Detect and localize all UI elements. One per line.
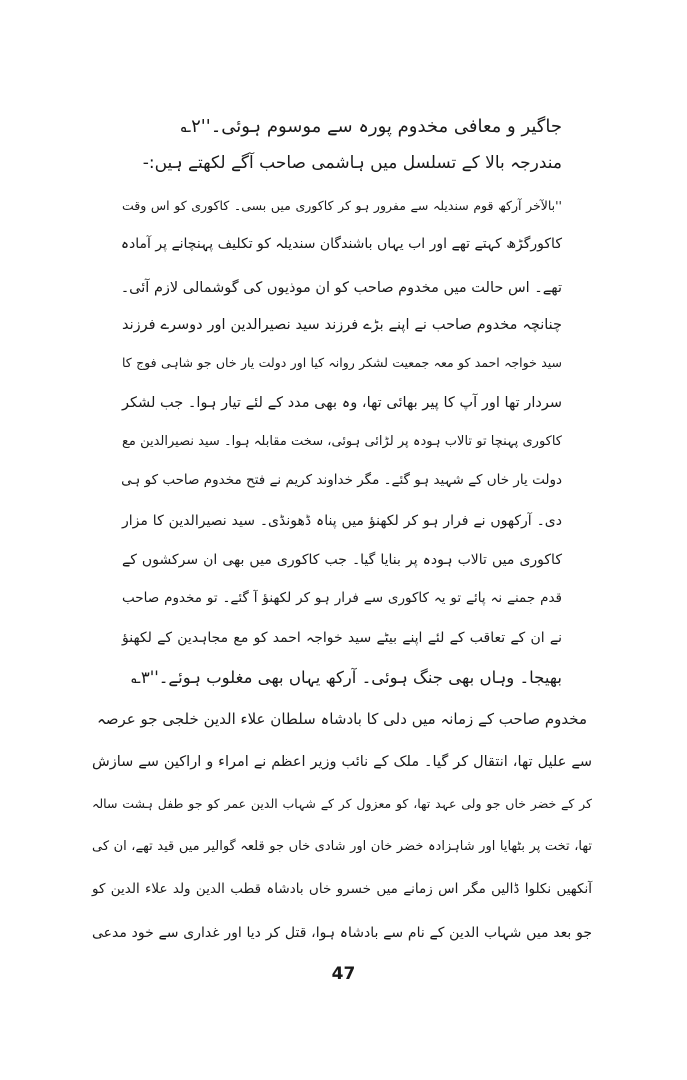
body-line-4: تھا، تخت پر بٹھایا اور شاہزادہ خضر خان اور شادی خاں جو قلعہ گوالیر میں قید تھے، ان کی bbox=[92, 839, 592, 854]
quote-line-2: کاکورگڑھ کہتے تھے اور اب یہاں باشندگان سندیلہ کو تکلیف پہنچانے پر آمادہ bbox=[120, 236, 562, 252]
quote-line-9: دی۔ آرکھوں نے فرار ہو کر لکھنؤ میں پناہ ڈھونڈی۔ سید نصیرالدین کا مزار bbox=[122, 513, 562, 529]
quote-line-12: نے ان کے تعاقب کے لئے اپنے بیٹے سید خواجہ احمد کو مع مجاہدین کے لکھنؤ bbox=[122, 630, 562, 646]
body-line-1: مخدوم صاحب کے زمانہ میں دلی کا بادشاہ سلطان علاء الدین خلجی جو عرصہ bbox=[97, 710, 587, 728]
text-line-2: مندرجہ بالا کے تسلسل میں ہاشمی صاحب آگے لکھتے ہیں:- bbox=[142, 153, 562, 173]
quote-line-1: ''بالآخر آرکھ قوم سندیلہ سے مفرور ہو کر کاکوری میں بسی۔ کاکوری کو اس وقت bbox=[122, 198, 562, 213]
quote-line-4: چنانچہ مخدوم صاحب نے اپنے بڑے فرزند سید نصیرالدین اور دوسرے فرزند bbox=[122, 317, 562, 333]
body-line-3: کر کے خضر خاں جو ولی عہد تھا، کو معزول کر کے شہاب الدین عمر کو جو طفل ہشت سالہ bbox=[92, 796, 592, 811]
body-line-6: جو بعد میں شہاب الدین کے نام سے بادشاہ ہوا، قتل کر دیا اور غداری سے خود مدعی bbox=[92, 925, 592, 941]
quote-line-13: بھیجا۔ وہاں بھی جنگ ہوئی۔ آرکھ یہاں بھی مغلوب ہوئے۔''۳؎ bbox=[131, 668, 562, 687]
body-line-2: سے علیل تھا، انتقال کر گیا۔ ملک کے نائب وزیر اعظم نے امراء و اراکین سے سازش bbox=[92, 754, 592, 770]
quote-line-10: کاکوری میں تالاب ہودہ پر بنایا گیا۔ جب کاکوری میں بھی ان سرکشوں کے bbox=[122, 552, 562, 568]
quote-line-3: تھے۔ اس حالت میں مخدوم صاحب کو ان موذیوں کی گوشمالی لازم آئی۔ bbox=[120, 280, 562, 296]
quote-line-11: قدم جمنے نہ پائے تو یہ کاکوری سے فرار ہو کر لکھنؤ آ گئے۔ تو مخدوم صاحب bbox=[122, 590, 562, 606]
quote-line-6: سردار تھا اور آپ کا پیر بھائی تھا، وہ بھی مدد کے لئے تیار ہوا۔ جب لشکر bbox=[122, 395, 562, 411]
quote-line-8: دولت یار خاں کے شہید ہو گئے۔ مگر خداوند کریم نے فتح مخدوم صاحب کو ہی bbox=[121, 472, 562, 488]
quote-line-5: سید خواجہ احمد کو معہ جمعیت لشکر روانہ کیا اور دولت یار خاں جو شاہی فوج کا bbox=[122, 355, 562, 370]
text-line-1: جاگیر و معافی مخدوم پورہ سے موسوم ہوئی۔''۲؎ bbox=[180, 116, 562, 137]
page-number: 47 bbox=[331, 964, 356, 984]
quote-line-7: کاکوری پہنچا تو تالاب ہودہ پر لڑائی ہوئی، سخت مقابلہ ہوا۔ سید نصیرالدین مع bbox=[122, 434, 562, 449]
body-line-5: آنکھیں نکلوا ڈالیں مگر اس زمانے میں خسرو خاں بادشاہ قطب الدین ولد علاء الدین کو bbox=[92, 881, 592, 897]
